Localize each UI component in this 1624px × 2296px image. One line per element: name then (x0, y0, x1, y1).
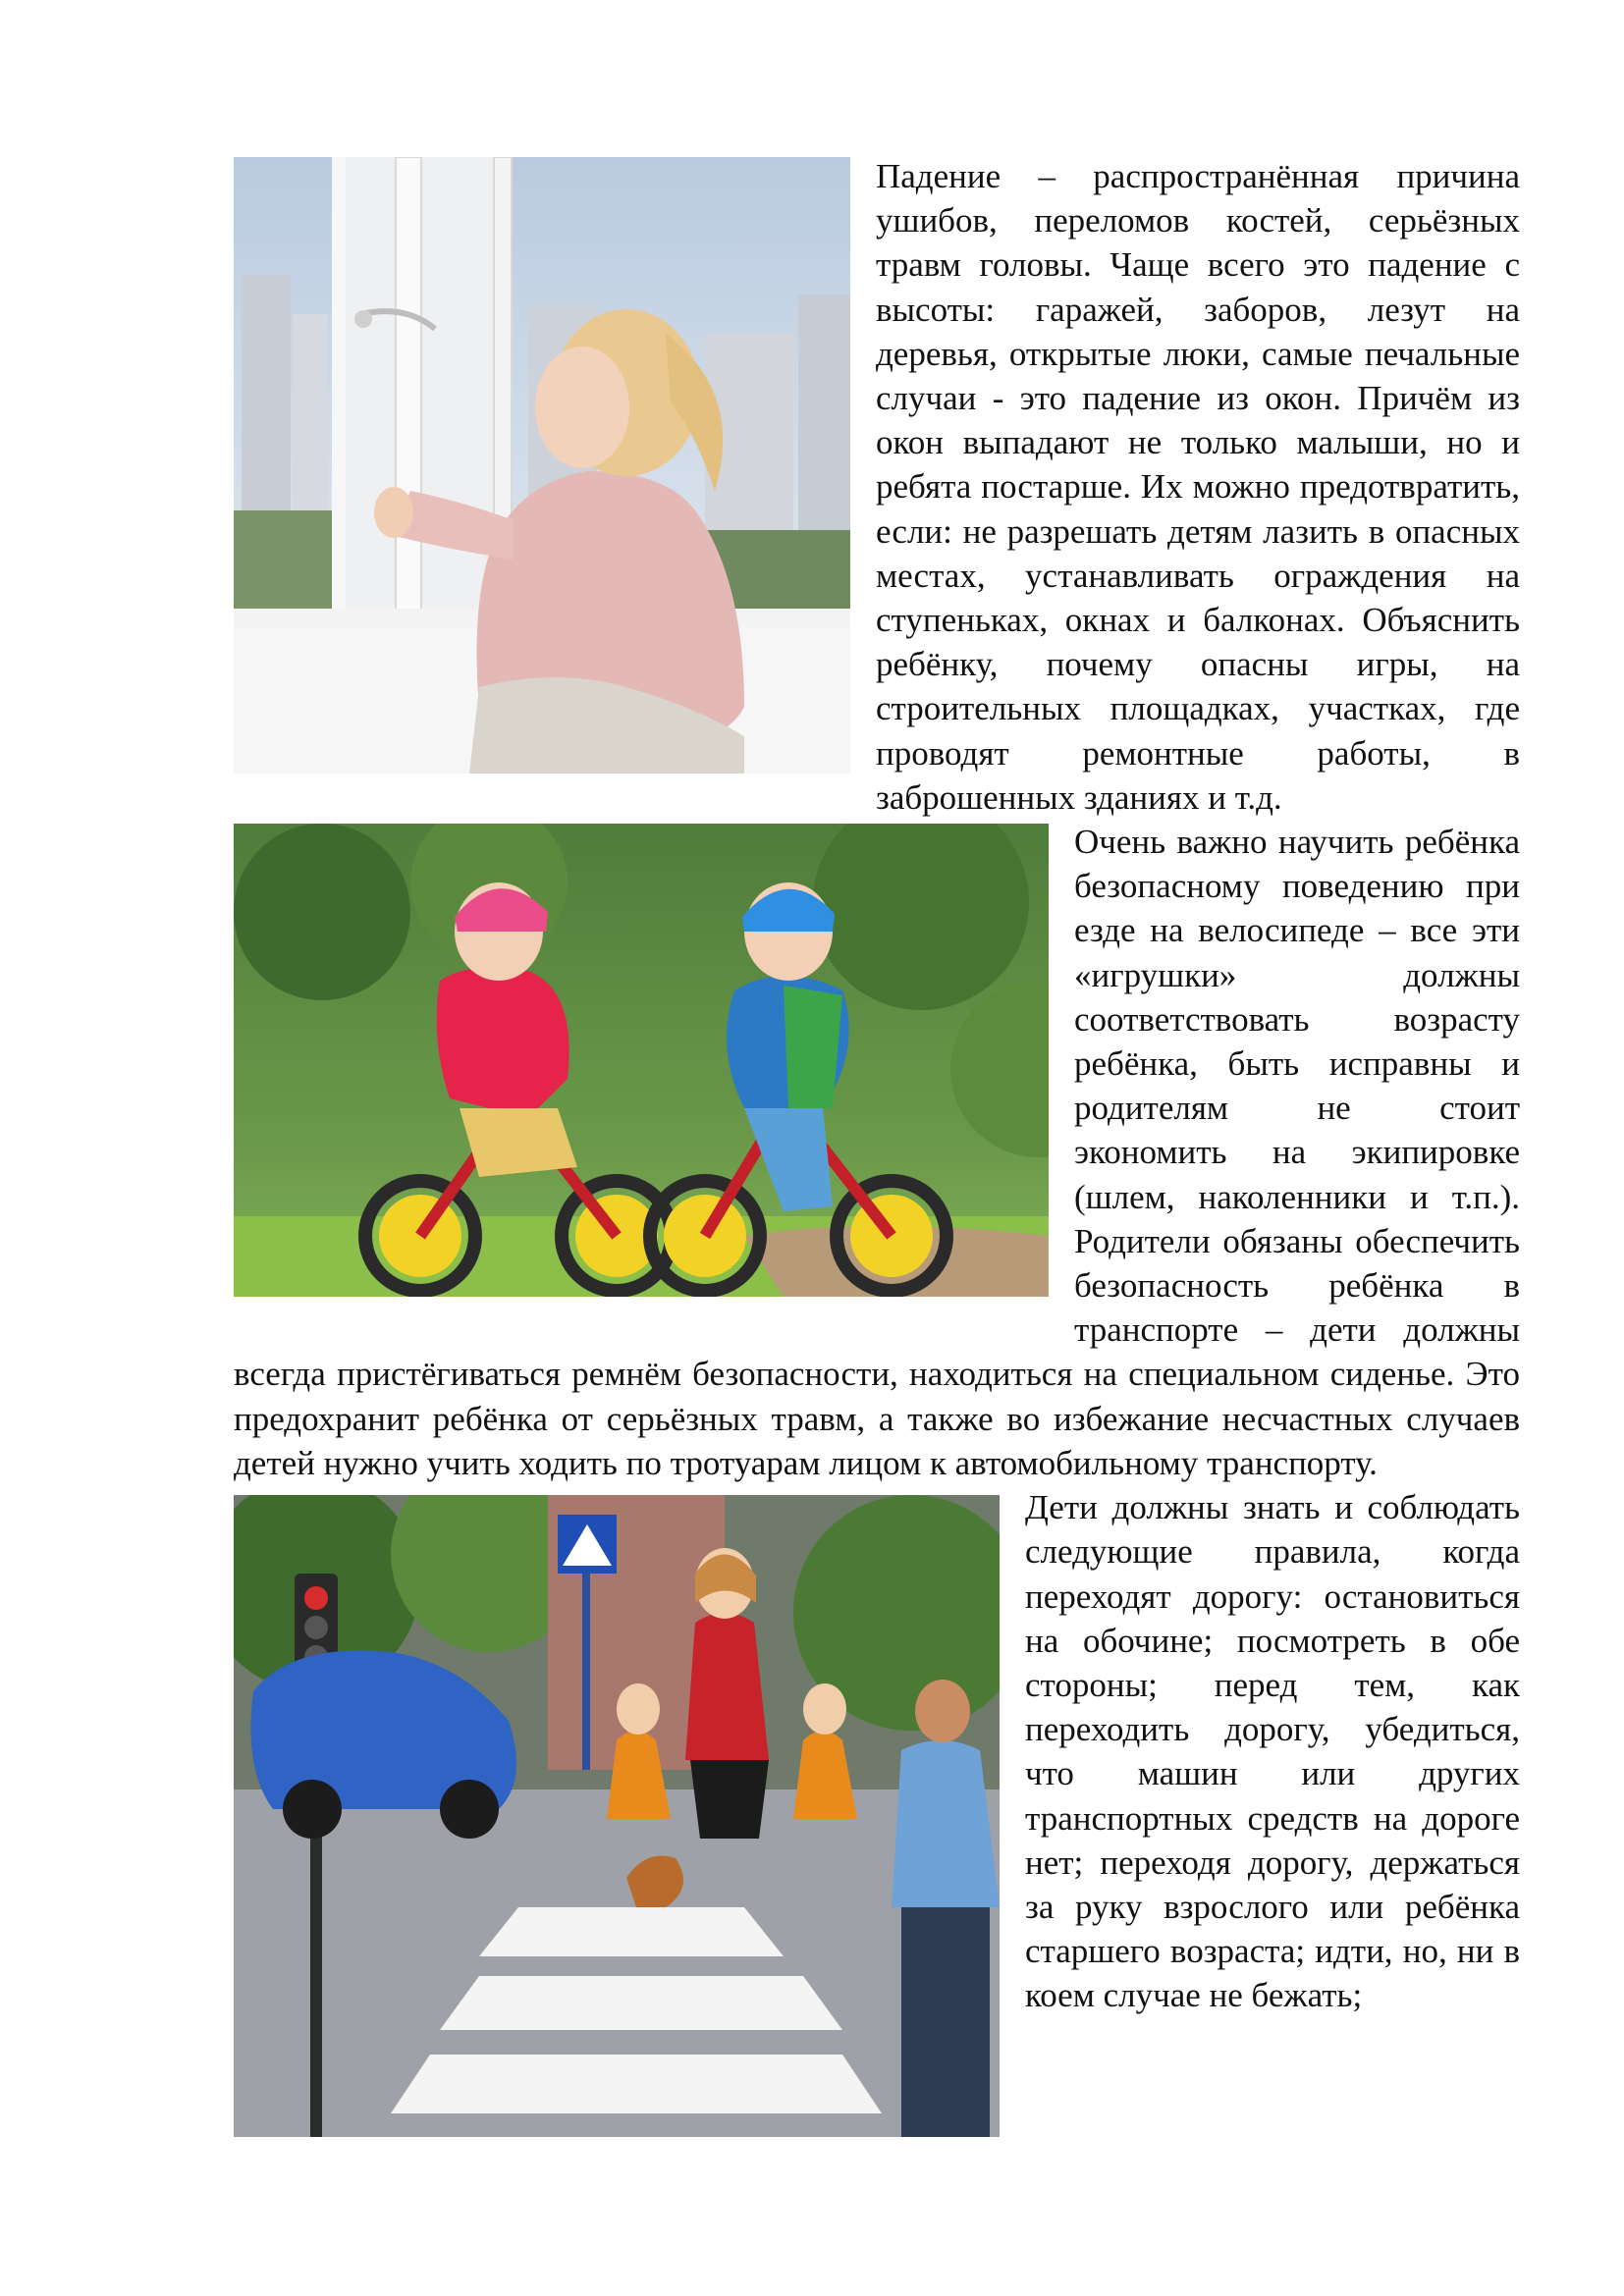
paragraph-crossing-rules: Дети должны знать и соблюдать следующие правила, когда переходят дорогу: остановиться на обочине; посмотреть в обе стороны; перед тем, как переходить дорогу, убедиться, что машин или других транспортных средств на дороге нет; переходя дорогу, держаться за руку взрослого или ребёнка старшего возраста; идти, но, ни в коем случае не бежать; (1025, 1488, 1520, 2015)
paragraph-bicycle-transport: Очень важно научить ребёнка безопасному поведению при езде на велосипеде – все эти «игрушки» должны соответствовать возрасту ребёнка, быть исправны и родителям не стоит экономить на экипировке (шлем, наколенники и т.п.). Родители обязаны обеспечить безопасность ребёнка в транспорте – дети должны всегда пристёгиваться ремнём безопасности, находиться на специальном сиденье. Это предохранит ребёнка от серьёзных травм, а также во избежание несчастных случаев детей нужно учить ходить по тротуарам лицом к автомобильному транспорту. (234, 823, 1520, 1482)
paragraph-falls: Падение – распространённая причина ушибов, переломов костей, серьёзных травм головы. Чаще всего это падение с высоты: гаражей, заборов, лезут на деревья, открытые люки, самые печальные случаи - это падение из окон. Причём из окон выпадают не только малыши, но и ребята постарше. Их можно предотвратить, если: не разрешать детям лазить в опасных местах, устанавливать ограждения на ступеньках, окнах и балконах. Объяснить ребёнку, почему опасны игры, на строительных площадках, участках, где проводят ремонтные работы, в заброшенных зданиях и т.д. (876, 157, 1520, 817)
pedestrian-crossing-illustration (234, 1495, 1000, 2137)
children-balance-bikes-photo (234, 824, 1049, 1297)
child-at-window-photo (234, 157, 850, 774)
article-body (234, 154, 1520, 2143)
